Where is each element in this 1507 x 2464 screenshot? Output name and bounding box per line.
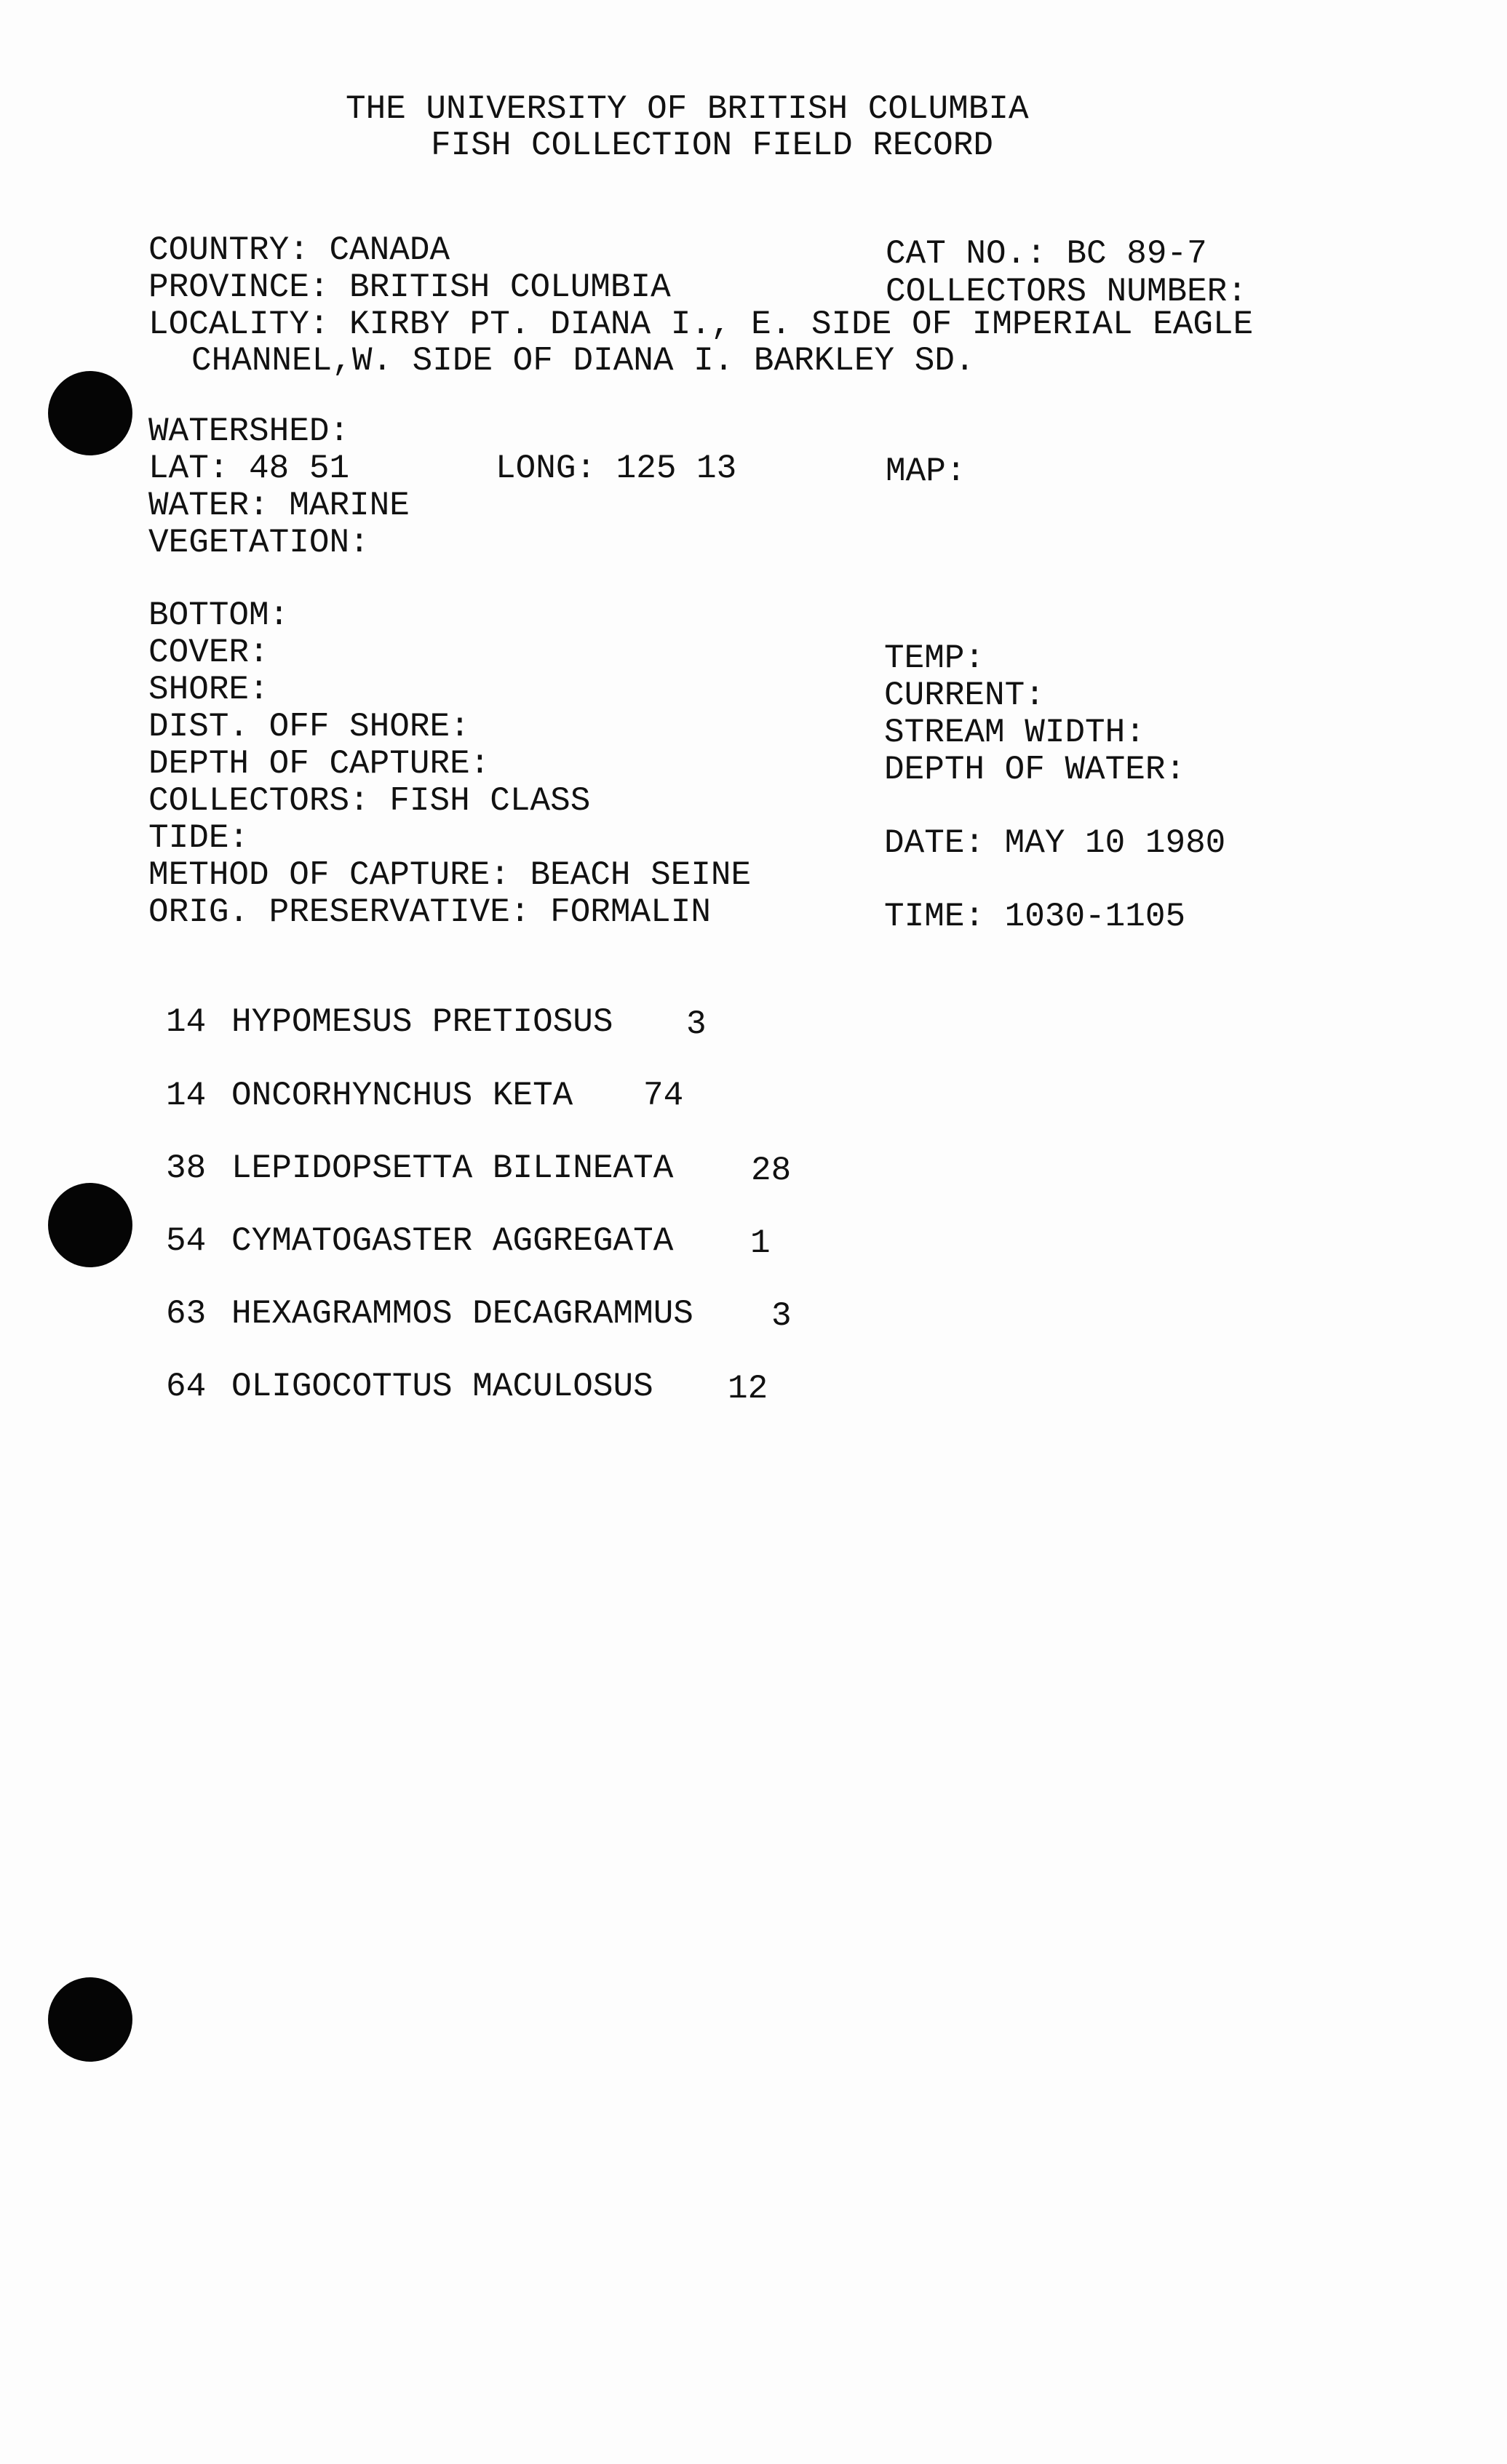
current-field: CURRENT: xyxy=(884,677,1045,714)
orig-preservative-field: ORIG. PRESERVATIVE: FORMALIN xyxy=(148,893,711,931)
species-name: ONCORHYNCHUS KETA xyxy=(231,1077,573,1115)
map-field: MAP: xyxy=(886,452,966,490)
species-name: OLIGOCOTTUS MACULOSUS xyxy=(231,1368,653,1406)
province-field: PROVINCE: BRITISH COLUMBIA xyxy=(148,268,671,306)
punch-hole-middle xyxy=(48,1183,132,1267)
watershed-field: WATERSHED: xyxy=(148,412,350,450)
depth-of-water-field: DEPTH OF WATER: xyxy=(884,751,1186,789)
species-name: HEXAGRAMMOS DECAGRAMMUS xyxy=(231,1295,693,1333)
species-code: 63 xyxy=(166,1295,207,1333)
vegetation-field: VEGETATION: xyxy=(148,524,370,562)
locality-field-line2: CHANNEL,W. SIDE OF DIANA I. BARKLEY SD. xyxy=(191,342,975,380)
punch-hole-bottom xyxy=(48,1977,132,2062)
header-title: THE UNIVERSITY OF BRITISH COLUMBIA xyxy=(346,90,1029,128)
collectors-field: COLLECTORS: FISH CLASS xyxy=(148,782,591,820)
dist-off-shore-field: DIST. OFF SHORE: xyxy=(148,708,470,746)
shore-field: SHORE: xyxy=(148,671,269,709)
locality-field-line1: LOCALITY: KIRBY PT. DIANA I., E. SIDE OF IMPERIAL EAGLE xyxy=(148,306,1254,343)
temp-field: TEMP: xyxy=(884,639,985,677)
date-field: DATE: MAY 10 1980 xyxy=(884,824,1226,862)
tide-field: TIDE: xyxy=(148,819,250,857)
collectors-number-field: COLLECTORS NUMBER: xyxy=(886,273,1247,311)
species-count: 3 xyxy=(771,1297,792,1335)
lat-field: LAT: 48 51 xyxy=(148,450,350,487)
header-subtitle: FISH COLLECTION FIELD RECORD xyxy=(431,127,993,164)
species-count: 74 xyxy=(643,1077,684,1115)
species-code: 14 xyxy=(166,1003,207,1041)
bottom-field: BOTTOM: xyxy=(148,597,290,634)
species-name: CYMATOGASTER AGGREGATA xyxy=(231,1222,674,1260)
species-count: 28 xyxy=(751,1152,792,1189)
species-code: 64 xyxy=(166,1368,207,1406)
water-field: WATER: MARINE xyxy=(148,487,410,525)
cat-no-field: CAT NO.: BC 89-7 xyxy=(886,235,1207,273)
stream-width-field: STREAM WIDTH: xyxy=(884,714,1145,751)
depth-of-capture-field: DEPTH OF CAPTURE: xyxy=(148,745,490,783)
species-code: 54 xyxy=(166,1222,207,1260)
punch-hole-top xyxy=(48,371,132,455)
species-code: 38 xyxy=(166,1149,207,1187)
species-name: LEPIDOPSETTA BILINEATA xyxy=(231,1149,674,1187)
species-count: 1 xyxy=(750,1224,771,1262)
long-field: LONG: 125 13 xyxy=(496,450,737,487)
species-name: HYPOMESUS PRETIOSUS xyxy=(231,1003,613,1041)
species-count: 12 xyxy=(728,1370,768,1408)
time-field: TIME: 1030-1105 xyxy=(884,898,1186,936)
species-code: 14 xyxy=(166,1077,207,1115)
cover-field: COVER: xyxy=(148,634,269,671)
species-count: 3 xyxy=(686,1005,707,1043)
country-field: COUNTRY: CANADA xyxy=(148,231,450,269)
method-of-capture-field: METHOD OF CAPTURE: BEACH SEINE xyxy=(148,856,752,894)
